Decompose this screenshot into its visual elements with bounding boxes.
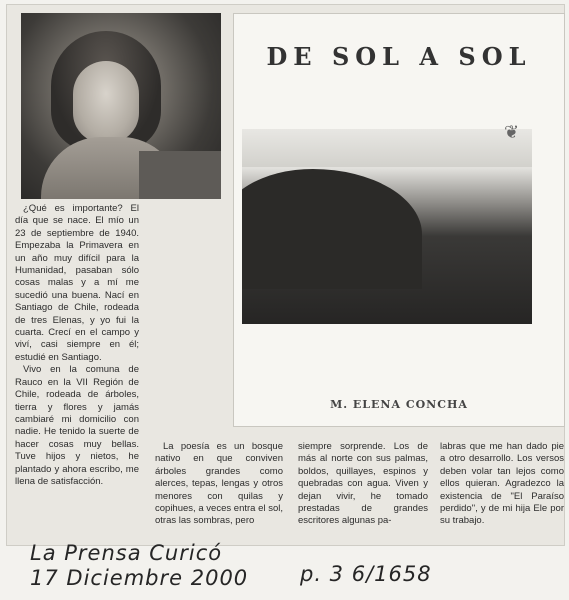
newspaper-clipping bbox=[6, 4, 565, 546]
book-author: M. ELENA CONCHA bbox=[330, 398, 468, 411]
article-paragraph: siempre sorprende. Los de más al norte con sus palmas, boldos, quillayes, espinos y quebradas con agua. Viven y dejan vivir, he tomado prestadas de grandes escritores algunas pa- bbox=[298, 441, 428, 527]
book-cover bbox=[233, 13, 565, 427]
cover-landscape-photo bbox=[242, 129, 532, 324]
article-paragraph: labras que me han dado pie a otro desarrollo. Los versos deben volar tan lejos como ellos quieran. Agradezco la existencia de "El Paraíso perdido", y de mi hija Ele por su trabajo. bbox=[440, 441, 564, 527]
article-bottom-column-3 bbox=[440, 441, 564, 528]
author-portrait bbox=[21, 13, 221, 199]
article-left-column bbox=[15, 203, 139, 488]
handwritten-source: La Prensa Curicó bbox=[30, 541, 223, 565]
article-paragraph: Vivo en la comuna de Rauco en la VII Región de Chile, rodeada de árboles, tierra y flores y jamás cambiaré mi domicilio con nadie. He tenido la suerte de hacer cosas muy bellas. Tuve hijos y nietos, he plantado y ahora escribo, me llena de satisfacción. bbox=[15, 364, 139, 487]
cover-sky bbox=[242, 129, 532, 167]
article-bottom-column-2 bbox=[298, 441, 428, 528]
article-paragraph: ¿Qué es importante? El día que se nace. El mío un 23 de septiembre de 1940. Empezaba la Primavera en un año muy difícil para la Humanidad, pasaban sólo cosas malas y a mí me sucedió una buena. Nací en Santiago de Chile, rodeada de tres Elenas, y yo fui la cuarta. Crecí en el campo y viví, casi siempre en él; estudié en Santiago. bbox=[15, 203, 139, 363]
book-title: DE SOL A SOL bbox=[266, 42, 532, 71]
leaf-sprig-icon: ❦ bbox=[504, 122, 520, 142]
article-bottom-column-1 bbox=[155, 441, 283, 528]
handwritten-page-ref: p. 3 6/1658 bbox=[300, 562, 432, 586]
article-paragraph: La poesía es un bosque nativo en que conviven árboles grandes como alerces, tepas, lengas y otros menores con quilas y copihues, a veces entra el sol, otras las sombras, pero bbox=[155, 441, 283, 527]
portrait-corner-shadow bbox=[139, 151, 221, 199]
portrait-face bbox=[73, 61, 139, 143]
cover-hill bbox=[242, 169, 422, 289]
handwritten-date: 17 Diciembre 2000 bbox=[30, 566, 249, 590]
